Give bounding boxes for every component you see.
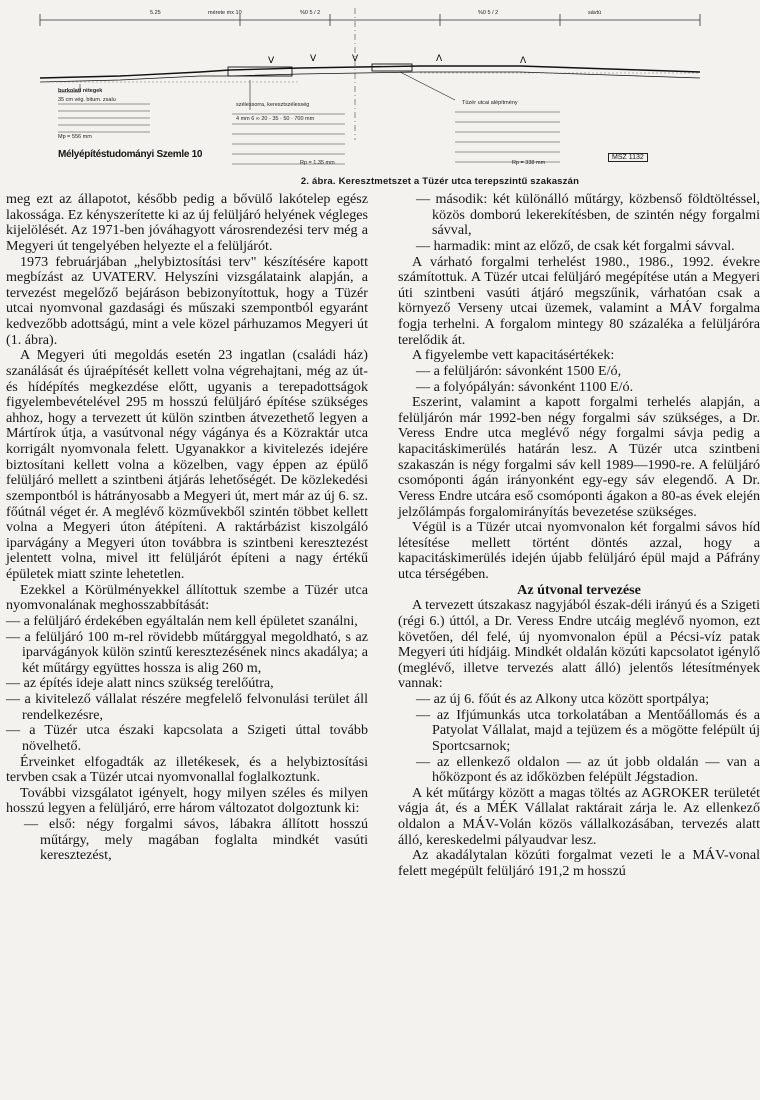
paragraph: Az akadálytalan közúti forgalmat vezeti le a MÁV-vonal felett megépült felüljáró 191,2 m hosszú [398, 847, 760, 879]
paragraph: 1973 februárjában „helybiztosítási terv" készítésére kapott megbízást az UVATERV. Helyszíni vizsgálataink alapján, a tervezést megelőző bejáráson bebizonyítottuk, hogy a Tüzér utcai nyomvonal gazdasági és műszaki szempontból egyaránt kedvezőbb adottságú, mint a vele közel párhuzamos Megyeri út (1. ábra). [6, 253, 368, 348]
paragraph: A figyelembe vett kapacitásértékek: [412, 347, 615, 364]
paragraph: Ezekkel a Körülményekkel állítottuk szembe a Tüzér utca nyomvonalának meghosszabbítását: [6, 581, 368, 614]
paragraph: A tervezett útszakasz nagyjából észak-déli irányú és a Szigeti (régi 6.) úttól, a Dr. Veress Endre utcáig meglévő nyomon, ezt követően, dél felé, új nyomvonalon épül a Pécsi-víz patak Megyeri úti hídjáig. Mindkét oldalán közúti kapcsolatot igénylő (meglévő, illetve tervezés alatt álló) jelentős létesítmények vannak: [398, 597, 760, 692]
svg-text:Λ: Λ [520, 56, 527, 66]
figure-label: burkolati rétegek [58, 88, 103, 94]
list-item: — az ellenkező oldalon — az út jobb oldalán — van a hőközpont és az időközben felépült Jégstadion. [416, 753, 760, 786]
right-text-column [398, 192, 760, 880]
list-item: — az új 6. főút és az Alkony utca között sportpálya; [416, 691, 710, 707]
journal-brand: Mélyépítéstudományi Szemle 10 [58, 149, 203, 160]
list-item: — a folyópályán: sávonként 1100 E/ó. [416, 378, 634, 395]
list-item: — második: két különálló műtárgy, közbenső földtöltéssel, közös domború lekerekítésben, de szintén négy forgalmi sávval, [416, 191, 760, 239]
list-item: — a felüljáró érdekében egyáltalán nem kell épületet szanálni, [6, 612, 358, 629]
list-item: — az Ifjúmunkás utca torkolatában a Mentőállomás és a Patyolat Vállalat, majd a tejüzem és a mögötte felépült új Sportcsarnok; [416, 706, 760, 754]
svg-text:V: V [352, 54, 359, 64]
list-item: — harmadik: mint az előző, de csak két forgalmi sávval. [416, 237, 735, 254]
list-item: — első: négy forgalmi sávos, lábakra állított hosszú műtárgy, mely magában foglalta mindkét vasúti keresztezést, [24, 816, 368, 864]
list-item: — a Tüzér utca északi kapcsolata a Szigeti úttal tovább növelhető. [6, 722, 368, 754]
figure-label: 5.25 [150, 10, 161, 16]
figure-label: Tüzér utcai alépítmény [462, 100, 518, 106]
figure-label: szélessorra, keresztszélesség [236, 102, 310, 108]
paragraph: A várható forgalmi terhelést 1980., 1986., 1992. évekre számítottuk. A Tüzér utcai felüljáró megépítése után a Megyeri úti szintbeni vasúti átjáró megszűnik, várhatóan csak a környező Verseny utcai üzemek, valamint a MÁV forgalma fogja terhelni. A forgalom mintegy 80 százaléka a felüljáróra terelődik át. [398, 253, 760, 348]
list-item: — a felüljárón: sávonként 1500 E/ó, [416, 362, 622, 379]
paragraph: Eszerint, valamint a kapott forgalmi terhelés alapján, a felüljárón már 1992-ben négy forgalmi sáv szükséges, a Dr. Veress Endre utca meglévő négy forgalmi sávja pedig a kapacitáskimerülés határán lesz. A Tüzér utca szintbeni szakaszán is négy forgalmi sáv kell 1989—1990-re. A felüljáró csomóponti ágán irányonként egy-egy sáv elegendő. A Dr. Veress Endre utcára eső csomóponti ágakon a 80-as évek elején jelzőlámpás forgalomirányítás bevezetése szükséges. [398, 394, 760, 520]
left-text-column [6, 192, 368, 864]
paragraph: Végül is a Tüzér utcai nyomvonalon két forgalmi sávos híd létesítése mellett történt döntés azzal, hogy a kapacitáskimerülés idején újabb felüljáró épül majd a Páfrány utca térségében. [398, 519, 760, 582]
figure-caption-text: 2. ábra. Keresztmetszet a Tüzér utca terepszintű szakaszán [300, 176, 580, 187]
paragraph: Érveinket elfogadták az illetékesek, és a helybiztosítási tervben csak a Tüzér utcai nyomvonallal foglalkoztunk. [6, 753, 368, 786]
svg-text:Λ: Λ [436, 54, 443, 64]
figure-label: mérete mx 10 [208, 10, 242, 16]
list-item: — a felüljáró 100 m-rel rövidebb műtárggyal megoldható, s az iparvágányok külön szintű keresztezésének nincs akadálya; a két műtárgy együttes hossza is alig 260 m, [6, 628, 368, 676]
svg-text:V: V [310, 54, 317, 64]
figure-label: sávtú [588, 10, 602, 16]
figure-label: Rp = 338 mm [512, 160, 546, 166]
figure-label: 35 cm vég. bitum. zsalu [58, 97, 116, 103]
standard-code: MSZ 1132 [608, 153, 648, 162]
svg-text:V: V [268, 56, 275, 66]
figure-label: Mp = 556 mm [58, 134, 92, 140]
cross-section-drawing [0, 0, 760, 192]
figure-label: %0 5 / 2 [300, 10, 321, 16]
list-item: — az építés ideje alatt nincs szükség terelőútra, [6, 675, 274, 692]
cross-section-figure [0, 0, 760, 192]
paragraph: A Megyeri úti megoldás esetén 23 ingatlan (családi ház) szanálását és újraépítését kellett volna végrehajtani, még az út- és hídépítés megkezdése előtt, ugyanis a terepadottságok figyelembevételével 295 m hosszú felüljáró építése szükséges ahhoz, hogy a tervezett út külön szintben átvezethető legyen a Mártírok útja, a vasútvonal négy vágánya és a Közraktár utca korrigált nyomvonala felett. Ugyanakkor a kivitelezés idejére biztosítani kellett volna a közelben, vagy éppen az épülő felüljáró mellett a szintbeni átjárás lehetőségét. De közlekedési szempontból is hátrányosabb a Megyeri út, mert már az új 6. sz. főútnál véget ér. A meglévő közművekből szintén többet kellett volna a Megyeri úton átépíteni. A raktárbázist kiszolgáló iparvágány a Megyeri úton továbbra is szintbeni keresztezést jelentett volna, mivel itt felüljárót építeni a nagy értékű épületek miatt szinte lehetetlen. [6, 347, 368, 582]
list-item: — a kivitelező vállalat részére megfelelő felvonulási terület áll rendelkezésre, [6, 691, 368, 723]
figure-label: 4 mm 6 ∞ 20 - 35 · 50 · 700 mm [236, 116, 315, 122]
figure-label: %0 5 / 2 [478, 10, 499, 16]
figure-label: Rp = 1.35 mm [300, 160, 335, 166]
paragraph: meg ezt az állapotot, később pedig a bővülő lakótelep egész lakossága. Ez kényszerítette ki az új felüljáró helyének végleges kijelölését. Az 1971-ben jóváhagyott városrendezési terv még a Megyeri út tengelyében helyezte el a felüljárót. [6, 191, 368, 254]
figure-caption [0, 176, 760, 187]
paragraph: A két műtárgy között a magas töltés az AGROKER területét vágja át, és a MÉK Vállalat raktárait zárja le. Az ellenkező oldalon a MÁV-Volán közös vállalkozásában, tervezés alatt álló, kereskedelmi pályaudvar lesz. [398, 784, 760, 848]
paragraph: További vizsgálatot igényelt, hogy milyen széles és milyen hosszú legyen a felüljáró, erre három változatot dolgoztunk ki: [6, 784, 368, 817]
section-heading: Az útvonal tervezése [517, 581, 641, 598]
